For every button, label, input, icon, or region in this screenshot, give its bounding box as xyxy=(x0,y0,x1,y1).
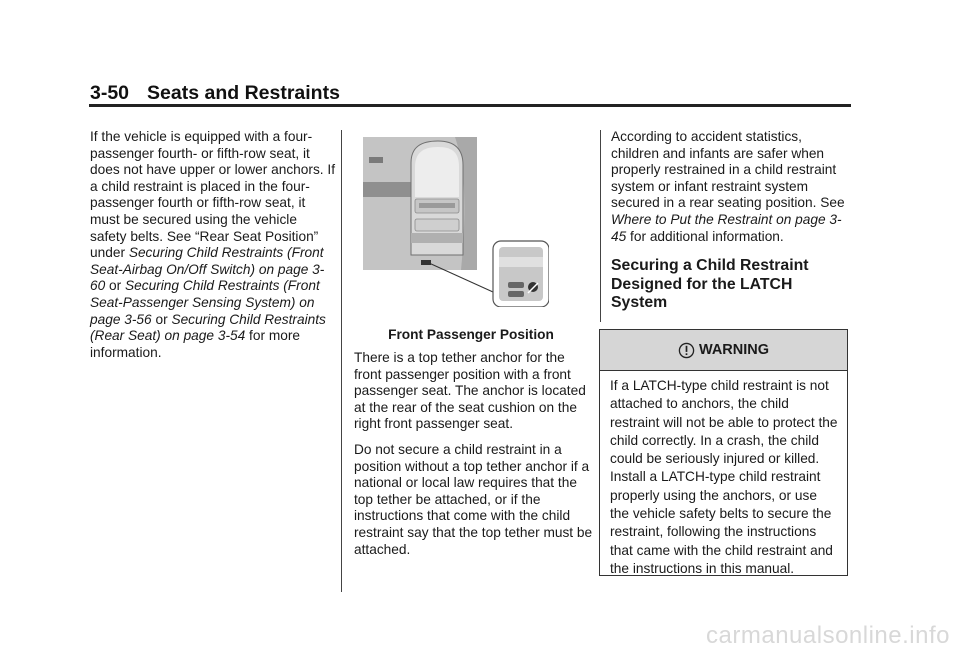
column-divider-left xyxy=(341,130,342,592)
column-divider-right xyxy=(600,130,601,322)
column-2 xyxy=(354,350,594,567)
paragraph-accident-statistics: According to accident statistics, children and infants are safer when properly restrained in a child restraint system or infant restraint system secured in a rear seating position. See Where to Put the Restraint on page 3-45 for additional information. xyxy=(611,129,845,244)
paragraph-fourth-row: If the vehicle is equipped with a four-passenger fourth- or fifth-row seat, it does not have upper or lower anchors. If a child restraint is placed in the four-passenger fourth or fifth-row seat, it must be secured using the vehicle safety belts. See “Rear Seat Position” under Securing Child Restraints (Front Seat-Airbag On/Off Switch) on page 3-60 or Securing Child Restraints (Front Seat-Passenger Sensing System) on page 3-56 or Securing Child Restraints (Rear Seat) on page 3-54 for more information. xyxy=(90,129,335,360)
link-passenger-sensing[interactable]: Securing Child Restraints (Front Seat-Passenger Sensing System) on page 3-56 xyxy=(90,278,320,327)
header-rule xyxy=(89,104,851,107)
figure-caption: Front Passenger Position xyxy=(388,327,554,342)
front-passenger-seat-illustration xyxy=(363,137,549,307)
warning-box xyxy=(599,329,848,576)
warning-text: If a LATCH-type child restraint is not attached to anchors, the child restraint will not be able to protect the child correctly. In a crash, the child could be seriously injured or killed. Install a LATCH-type child restraint properly using the anchors, or use the vehicle safety belts to secure the restraint, following the instructions that came with the child restraint and the instructions in this manual. xyxy=(610,378,838,576)
latch-heading: Securing a Child Restraint Designed for the LATCH System xyxy=(611,257,809,312)
link-where-to-put[interactable]: Where to Put the Restraint on page 3-45 xyxy=(611,211,842,244)
warning-header xyxy=(600,330,847,371)
paragraph-do-not-secure: Do not secure a child restraint in a position without a top tether anchor if a national or local law requires that the top tether be attached, or if the instructions that come with the child restraint say that the top tether must be attached. xyxy=(354,441,593,557)
page-number: 3-50 xyxy=(90,82,130,104)
paragraph-tether-anchor: There is a top tether anchor for the front passenger position with a front passenger seat. The anchor is located at the rear of the seat cushion on the right front passenger seat. xyxy=(354,350,586,432)
column-3 xyxy=(611,129,851,323)
column-1 xyxy=(90,129,335,370)
link-rear-seat[interactable]: Securing Child Restraints (Rear Seat) on page 3-54 xyxy=(90,311,326,344)
warning-title: WARNING xyxy=(698,342,770,358)
link-airbag-switch[interactable]: Securing Child Restraints (Front Seat-Airbag On/Off Switch) on page 3-60 xyxy=(90,245,325,294)
section-title: Seats and Restraints xyxy=(147,82,340,104)
page-header xyxy=(90,82,340,105)
watermark: carmanualsonline.info xyxy=(706,622,950,649)
warning-icon xyxy=(678,342,695,359)
